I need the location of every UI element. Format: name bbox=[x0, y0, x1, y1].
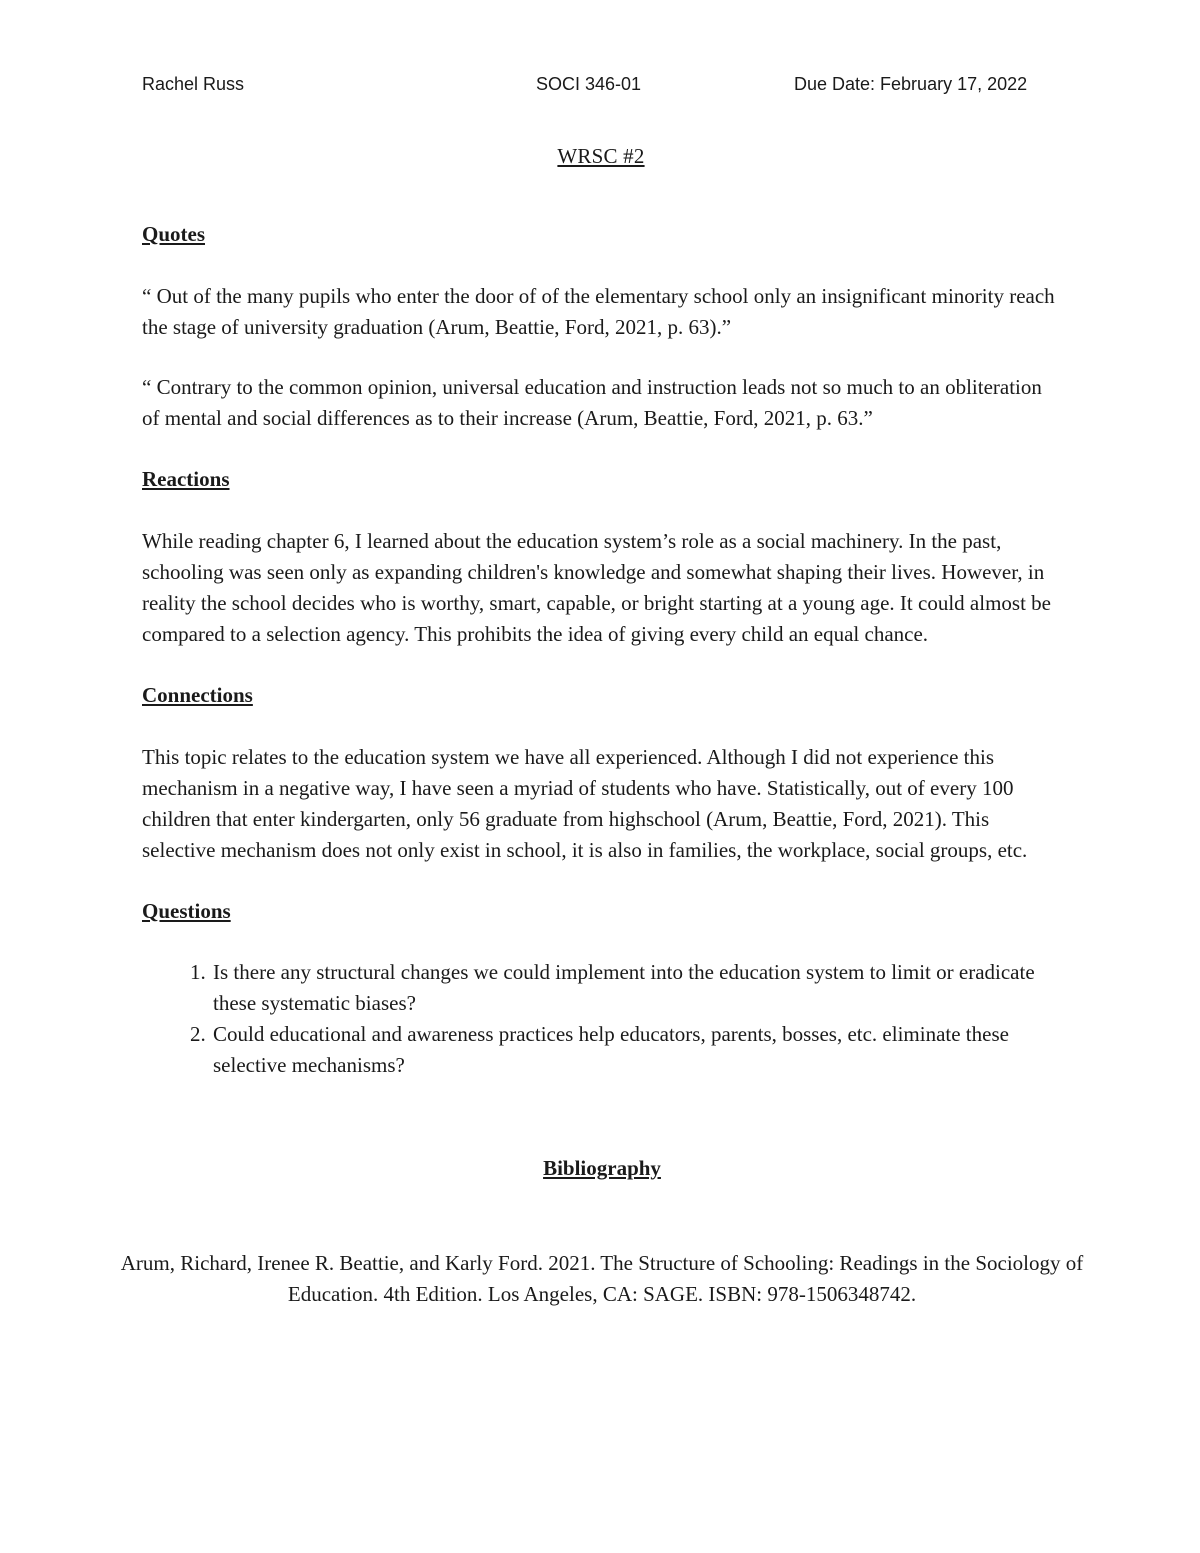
bibliography-heading: Bibliography bbox=[543, 1156, 661, 1180]
reactions-text: While reading chapter 6, I learned about the education system’s role as a social machinery. In the past, schooling was seen only as expanding children's knowledge and somewhat shaping their lives. However, in reality the school decides who is worthy, smart, capable, or bright starting at a young age. It could almost be compared to a selection agency. This prohibits the idea of giving every child an equal chance. bbox=[142, 529, 1051, 646]
document-body bbox=[120, 141, 1084, 1310]
course-code: SOCI 346-01 bbox=[536, 74, 642, 94]
quotes-heading: Quotes bbox=[142, 222, 205, 246]
quote-2: “ Contrary to the common opinion, universal education and instruction leads not so much to an obliteration of mental and social differences as to their increase (Arum, Beattie, Ford, 2021, p. 63.” bbox=[142, 375, 1042, 430]
bibliography-entry: Arum, Richard, Irenee R. Beattie, and Karly Ford. 2021. The Structure of Schooling: Readings in the Sociology of Education. 4th Edition. Los Angeles, CA: SAGE. ISBN: 978-1506348742. bbox=[120, 1251, 1084, 1306]
page-header bbox=[0, 74, 1200, 100]
quote-1: “ Out of the many pupils who enter the door of of the elementary school only an insignificant minority reach the stage of university graduation (Arum, Beattie, Ford, 2021, p. 63).” bbox=[142, 284, 1055, 339]
questions-list bbox=[142, 957, 1062, 1081]
reactions-heading: Reactions bbox=[142, 467, 230, 491]
connections-text: This topic relates to the education system we have all experienced. Although I did not experience this mechanism in a negative way, I have seen a myriad of students who have. Statistically, out of every 100 children that enter kindergarten, only 56 graduate from highschool (Arum, Beattie, Ford, 2021). This selective mechanism does not only exist in school, it is also in families, the workplace, social groups, etc. bbox=[142, 745, 1028, 862]
questions-heading: Questions bbox=[142, 899, 231, 923]
connections-heading: Connections bbox=[142, 683, 253, 707]
question-item-2: 2. Could educational and awareness practices help educators, parents, bosses, etc. eliminate these selective mechanisms? bbox=[211, 1019, 1062, 1081]
question-item-1: 1. Is there any structural changes we could implement into the education system to limit or eradicate these systematic biases? bbox=[211, 957, 1062, 1019]
author-name: Rachel Russ bbox=[142, 74, 245, 94]
document-title: WRSC #2 bbox=[557, 144, 645, 168]
due-date: Due Date: February 17, 2022 bbox=[794, 74, 1028, 94]
